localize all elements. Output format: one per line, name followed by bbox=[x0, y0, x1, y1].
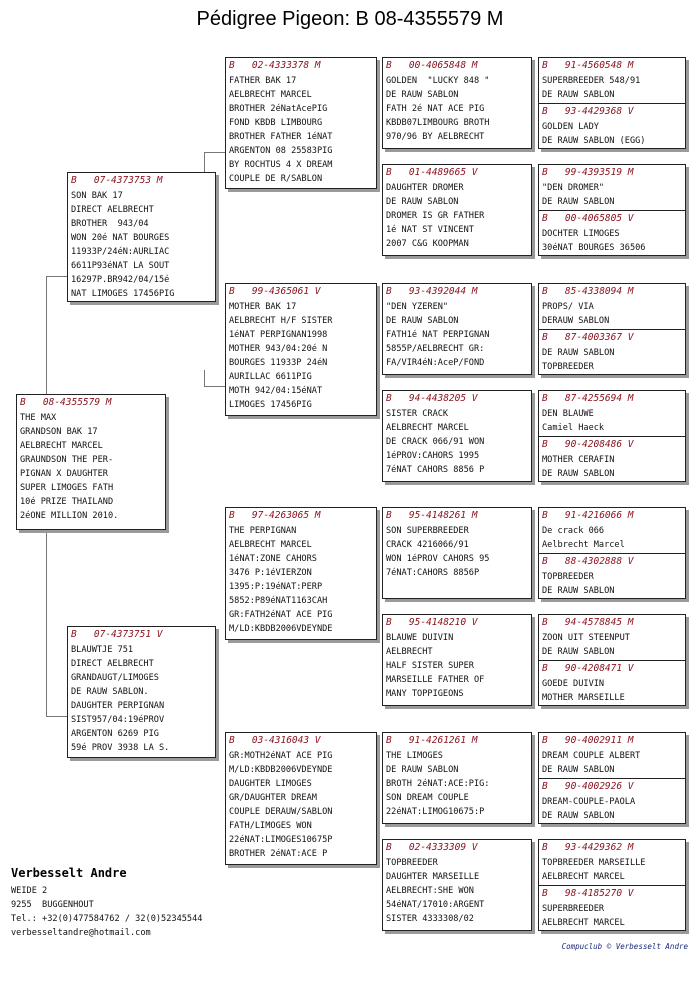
pigeon-details: FATHER BAK 17 AELBRECHT MARCEL BROTHER 2éNatAcePIG FOND KBDB LIMBOURG BROTHER FATHER 1éNAT ARGENTON 08 25583PIG BY ROCHTUS 4 X DREAM COUPLE DE R/SABLON bbox=[229, 76, 333, 184]
ring-number: B 01-4489665 V bbox=[386, 167, 478, 178]
breeder-name: Verbesselt Andre bbox=[11, 866, 127, 880]
pigeon-details: GOLDEN LADY DE RAUW SABLON (EGG) bbox=[542, 122, 646, 146]
ancestor-pair-divider bbox=[539, 103, 685, 148]
ancestor-pair-divider bbox=[539, 885, 685, 930]
pigeon-details: SISTER CRACK AELBRECHT MARCEL DE CRACK 066/91 WON 1éPROV:CAHORS 1995 7éNAT CAHORS 8856 P bbox=[386, 409, 485, 475]
pigeon-details: SON SUPERBREEDER CRACK 4216066/91 WON 1éPROV CAHORS 95 7éNAT:CAHORS 8856P bbox=[386, 526, 490, 578]
connector-line bbox=[46, 276, 68, 277]
ring-number: B 00-4065848 M bbox=[386, 60, 478, 71]
ancestor-pair-card bbox=[538, 283, 686, 375]
ancestor-pair-divider bbox=[539, 660, 685, 705]
pigeon-details: BLAUWTJE 751 DIRECT AELBRECHT GRANDAUGT/LIMOGES DE RAUW SABLON. DAUGHTER PERPIGNAN SIST957/04:19éPROV ARGENTON 6269 PIG 59é PROV 3938 LA S. bbox=[71, 645, 170, 753]
pigeon-details: De crack 066 Aelbrecht Marcel bbox=[542, 526, 625, 550]
ring-number: B 98-4185270 V bbox=[542, 888, 634, 899]
ring-number: B 87-4003367 V bbox=[542, 332, 634, 343]
ancestor-pair-card bbox=[538, 164, 686, 256]
page-title: Pédigree Pigeon: B 08-4355579 M bbox=[196, 8, 504, 30]
ring-number: B 94-4578845 M bbox=[542, 617, 634, 628]
connector-line bbox=[204, 152, 226, 153]
ancestor-pair-divider bbox=[539, 436, 685, 481]
ring-number: B 07-4373751 V bbox=[71, 629, 163, 640]
ring-number: B 91-4261261 M bbox=[386, 735, 478, 746]
pigeon-details: TOPBREEDER DE RAUW SABLON bbox=[542, 572, 615, 596]
great-grandparent-card bbox=[382, 164, 532, 256]
pigeon-details: TOPBREEDER MARSEILLE AELBRECHT MARCEL bbox=[542, 858, 646, 882]
ring-number: B 97-4263065 M bbox=[229, 510, 321, 521]
ring-number: B 03-4316043 V bbox=[229, 735, 321, 746]
great-grandparent-card bbox=[382, 390, 532, 482]
connector-line bbox=[204, 370, 205, 386]
pigeon-details: SUPERBREEDER AELBRECHT MARCEL bbox=[542, 904, 625, 928]
ring-number: B 90-4002926 V bbox=[542, 781, 634, 792]
ring-number: B 91-4560548 M bbox=[542, 60, 634, 71]
pigeon-details: THE MAX GRANDSON BAK 17 AELBRECHT MARCEL GRAUNDSON THE PER- PIGNAN X DAUGHTER SUPER LIMOGES FATH 10é PRIZE THAILAND 2éONE MILLION 2010. bbox=[20, 413, 119, 521]
ring-number: B 93-4392044 M bbox=[386, 286, 478, 297]
ring-number: B 99-4365061 V bbox=[229, 286, 321, 297]
breeder-contact: WEIDE 2 9255 BUGGENHOUT Tel.: +32(0)477584762 / 32(0)52345544 verbesseltandre@hotmail.com bbox=[11, 886, 203, 938]
pigeon-details: MOTHER CERAFIN DE RAUW SABLON bbox=[542, 455, 615, 479]
pigeon-details: SUPERBREEDER 548/91 DE RAUW SABLON bbox=[542, 76, 641, 100]
ring-number: B 91-4216066 M bbox=[542, 510, 634, 521]
pigeon-details: "DEN YZEREN" DE RAUW SABLON FATH1é NAT PERPIGNAN 5855P/AELBRECHT GR: FA/VIR4éN:AceP/FOND bbox=[386, 302, 490, 368]
grandparent-card bbox=[225, 283, 377, 416]
ring-number: B 08-4355579 M bbox=[20, 397, 112, 408]
great-grandparent-card bbox=[382, 57, 532, 149]
ancestor-pair-divider bbox=[539, 553, 685, 598]
ring-number: B 02-4333309 V bbox=[386, 842, 478, 853]
ring-number: B 93-4429362 M bbox=[542, 842, 634, 853]
great-grandparent-card bbox=[382, 839, 532, 931]
ring-number: B 99-4393519 M bbox=[542, 167, 634, 178]
ancestor-pair-card bbox=[538, 390, 686, 482]
pigeon-details: DREAM COUPLE ALBERT DE RAUW SABLON bbox=[542, 751, 641, 775]
ancestor-pair-card bbox=[538, 732, 686, 824]
connector-line bbox=[46, 528, 47, 716]
ancestor-pair-card bbox=[538, 57, 686, 149]
connector-line bbox=[46, 276, 47, 400]
pigeon-details: SON BAK 17 DIRECT AELBRECHT BROTHER 943/04 WON 20é NAT BOURGES 11933P/24éN:AURLIAC 6611P93éNAT LA SOUT 16297P.BR942/04/15é NAT LIMOGES 17456PIG bbox=[71, 191, 175, 299]
ring-number: B 90-4002911 M bbox=[542, 735, 634, 746]
pigeon-details: MOTHER BAK 17 AELBRECHT H/F SISTER 1éNAT PERPIGNAN1998 MOTHER 943/04:20é N BOURGES 11933P 24éN AURILLAC 6611PIG MOTH 942/04:15éNAT LIMOGES 17456PIG bbox=[229, 302, 333, 410]
pigeon-details: BLAUWE DUIVIN AELBRECHT HALF SISTER SUPER MARSEILLE FATHER OF MANY TOPPIGEONS bbox=[386, 633, 485, 699]
pigeon-details: THE LIMOGES DE RAUW SABLON BROTH 2éNAT:ACE:PIG: SON DREAM COUPLE 22éNAT:LIMOG10675:P bbox=[386, 751, 490, 817]
pigeon-details: PROPS/ VIA DERAUW SABLON bbox=[542, 302, 610, 326]
pigeon-details: DREAM-COUPLE-PAOLA DE RAUW SABLON bbox=[542, 797, 636, 821]
mother-card bbox=[67, 626, 216, 758]
pigeon-details: THE PERPIGNAN AELBRECHT MARCEL 1éNAT:ZONE CAHORS 3476 P:1éVIERZON 1395:P:19éNAT:PERP 5852:P89éNAT1163CAH GR:FATH2éNAT ACE PIG M/LD:KBDB2006VDEYNDE bbox=[229, 526, 333, 634]
pigeon-details: GOEDE DUIVIN MOTHER MARSEILLE bbox=[542, 679, 625, 703]
pigeon-details: DEN BLAUWE Camiel Haeck bbox=[542, 409, 605, 433]
great-grandparent-card bbox=[382, 614, 532, 706]
ring-number: B 90-4208471 V bbox=[542, 663, 634, 674]
pigeon-details: TOPBREEDER DAUGHTER MARSEILLE AELBRECHT:SHE WON 54éNAT/17010:ARGENT SISTER 4333308/02 bbox=[386, 858, 485, 924]
great-grandparent-card bbox=[382, 283, 532, 375]
ring-number: B 00-4065805 V bbox=[542, 213, 634, 224]
pigeon-details: "DEN DROMER" DE RAUW SABLON bbox=[542, 183, 615, 207]
ancestor-pair-divider bbox=[539, 210, 685, 255]
great-grandparent-card bbox=[382, 507, 532, 599]
ring-number: B 93-4429368 V bbox=[542, 106, 634, 117]
ring-number: B 90-4208486 V bbox=[542, 439, 634, 450]
ring-number: B 87-4255694 M bbox=[542, 393, 634, 404]
ancestor-pair-card bbox=[538, 507, 686, 599]
ancestor-pair-card bbox=[538, 839, 686, 931]
pigeon-details: DE RAUW SABLON TOPBREEDER bbox=[542, 348, 615, 372]
ancestor-pair-divider bbox=[539, 329, 685, 374]
pigeon-details: GOLDEN "LUCKY 848 " DE RAUW SABLON FATH 2é NAT ACE PIG KBDB07LIMBOURG BROTH 970/96 BY AELBRECHT bbox=[386, 76, 490, 142]
ancestor-pair-divider bbox=[539, 778, 685, 823]
grandparent-card bbox=[225, 732, 377, 865]
ring-number: B 85-4338094 M bbox=[542, 286, 634, 297]
ring-number: B 95-4148210 V bbox=[386, 617, 478, 628]
great-grandparent-card bbox=[382, 732, 532, 824]
ancestor-pair-card bbox=[538, 614, 686, 706]
footer-credit: Compuclub © Verbesselt Andre bbox=[561, 942, 688, 951]
ring-number: B 95-4148261 M bbox=[386, 510, 478, 521]
ring-number: B 07-4373753 M bbox=[71, 175, 163, 186]
connector-line bbox=[204, 386, 226, 387]
grandparent-card bbox=[225, 507, 377, 640]
subject-pigeon-card bbox=[16, 394, 166, 530]
pigeon-details: ZOON UIT STEENPUT DE RAUW SABLON bbox=[542, 633, 630, 657]
father-card bbox=[67, 172, 216, 302]
pigeon-details: GR:MOTH2éNAT ACE PIG M/LD:KBDB2006VDEYNDE DAUGHTER LIMOGES GR/DAUGHTER DREAM COUPLE DERAUW/SABLON FATH/LIMOGES WON 22éNAT:LIMOGES10675P BROTHER 2éNAT:ACE P bbox=[229, 751, 333, 859]
pigeon-details: DOCHTER LIMOGES 30éNAT BOURGES 36506 bbox=[542, 229, 646, 253]
pigeon-details: DAUGHTER DROMER DE RAUW SABLON DROMER IS GR FATHER 1é NAT ST VINCENT 2007 C&G KOOPMAN bbox=[386, 183, 485, 249]
grandparent-card bbox=[225, 57, 377, 189]
ring-number: B 02-4333378 M bbox=[229, 60, 321, 71]
ring-number: B 94-4438205 V bbox=[386, 393, 478, 404]
connector-line bbox=[46, 716, 68, 717]
ring-number: B 88-4302888 V bbox=[542, 556, 634, 567]
